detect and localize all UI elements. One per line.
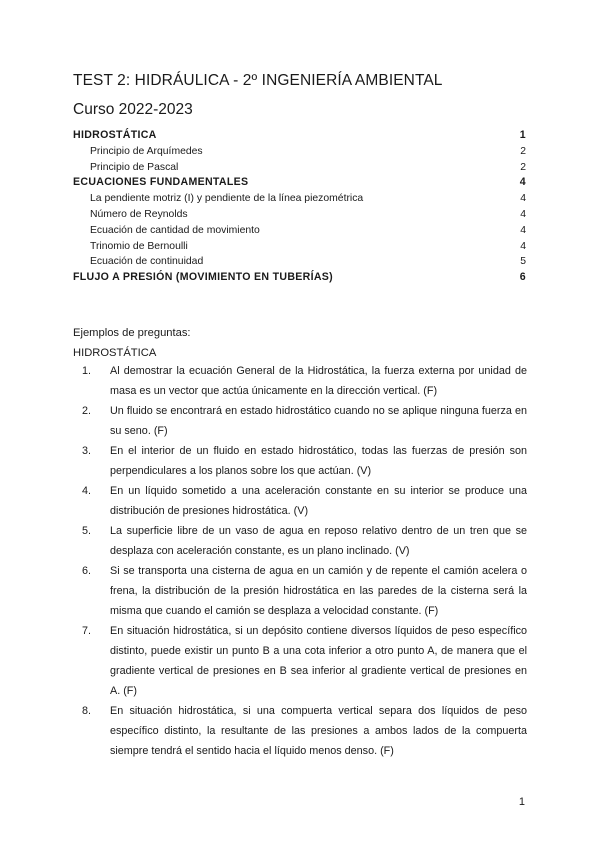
question-item: [73, 521, 527, 561]
toc-entry-continuidad[interactable]: [73, 254, 526, 270]
toc-entry-page: 4: [520, 240, 526, 252]
toc-entry-hidrostatica[interactable]: [73, 128, 526, 144]
toc-entry-label: ECUACIONES FUNDAMENTALES: [73, 176, 249, 189]
question-number: 5.: [82, 525, 92, 537]
question-text: En un líquido sometido a una aceleración constante en su interior se produce una distribución de presiones hidrostática. (V): [110, 485, 527, 517]
toc-entry-page: 4: [520, 193, 526, 205]
question-item: [73, 441, 527, 481]
page-number: 1: [518, 796, 525, 808]
toc-entry-label: HIDROSTÁTICA: [73, 129, 157, 141]
toc-entry-label: Principio de Pascal: [90, 161, 179, 173]
toc-entry-label: FLUJO A PRESIÓN (MOVIMIENTO EN TUBERÍAS): [73, 271, 333, 284]
question-number: 2.: [82, 405, 92, 417]
toc-entry-label: Principio de Arquímedes: [90, 145, 203, 157]
toc-entry-pendiente-motriz[interactable]: [73, 191, 526, 207]
question-number: 3.: [82, 445, 92, 457]
toc-entry-page: 4: [519, 176, 526, 189]
toc-entry-cantidad-movimiento[interactable]: [73, 223, 526, 239]
question-text: La superficie libre de un vaso de agua en reposo relativo dentro de un tren que se desplaza con aceleración constante, es un plano inclinado. (V): [110, 525, 527, 557]
toc-entry-reynolds[interactable]: [73, 207, 526, 223]
section-heading: HIDROSTÁTICA: [73, 347, 157, 359]
question-item: [73, 561, 527, 621]
document-subtitle: Curso 2022-2023: [73, 101, 193, 118]
toc-entry-page: 5: [520, 256, 526, 268]
question-item: [73, 361, 527, 401]
document-title: TEST 2: HIDRÁULICA - 2º INGENIERÍA AMBIENTAL: [73, 72, 443, 89]
toc-entry-page: 4: [520, 224, 526, 236]
toc-entry-ecuaciones-fundamentales[interactable]: [73, 175, 526, 191]
question-item: [73, 481, 527, 521]
question-text: En situación hidrostática, si una compuerta vertical separa dos líquidos de peso específico distinto, la resultante de las presiones a ambos lados de la compuerta siempre tendrá el sentido hacia el líquido menos denso. (F): [110, 705, 527, 757]
intro-block: [73, 323, 191, 363]
toc-entry-arquimedes[interactable]: [73, 144, 526, 160]
toc-entry-pascal[interactable]: [73, 160, 526, 176]
toc-entry-label: La pendiente motriz (I) y pendiente de la línea piezométrica: [90, 193, 364, 205]
question-list: [73, 361, 527, 761]
question-number: 8.: [82, 705, 92, 717]
toc-entry-page: 6: [519, 271, 526, 284]
question-number: 4.: [82, 485, 92, 497]
toc-entry-label: Ecuación de cantidad de movimiento: [90, 224, 260, 236]
question-text: Un fluido se encontrará en estado hidrostático cuando no se aplique ninguna fuerza en su seno. (F): [110, 405, 527, 437]
question-item: [73, 701, 527, 761]
question-text: En situación hidrostática, si un depósito contiene diversos líquidos de peso específico distinto, puede existir un punto B a una cota inferior a otro punto A, de manera que el gradiente vertical de presiones en B sea inferior al gradiente vertical de presiones en A. (F): [110, 625, 527, 697]
question-number: 7.: [82, 625, 92, 637]
toc-entry-page: 2: [520, 161, 526, 173]
toc-entry-bernoulli[interactable]: [73, 239, 526, 255]
question-number: 1.: [82, 365, 92, 377]
toc-entry-label: Trinomio de Bernoulli: [90, 240, 188, 252]
table-of-contents: [73, 128, 526, 286]
question-text: En el interior de un fluido en estado hidrostático, todas las fuerzas de presión son perpendiculares a los planos sobre los que actúan. (V): [110, 445, 527, 477]
toc-entry-page: 4: [520, 208, 526, 220]
toc-entry-page: 1: [519, 129, 526, 141]
toc-entry-label: Ecuación de continuidad: [90, 256, 204, 268]
question-text: Si se transporta una cisterna de agua en un camión y de repente el camión acelera o frena, la distribución de la presión hidrostática en las paredes de la cisterna será la misma que cuando el camión se desplaza a velocidad constante. (F): [110, 565, 527, 617]
question-text: Al demostrar la ecuación General de la Hidrostática, la fuerza externa por unidad de masa es un vector que actúa únicamente en la dirección vertical. (F): [110, 365, 527, 397]
question-item: [73, 621, 527, 701]
question-number: 6.: [82, 565, 92, 577]
toc-entry-label: Número de Reynolds: [90, 208, 188, 220]
toc-entry-flujo-presion[interactable]: [73, 270, 526, 286]
toc-entry-page: 2: [520, 145, 526, 157]
question-item: [73, 401, 527, 441]
intro-text: Ejemplos de preguntas:: [73, 327, 191, 339]
